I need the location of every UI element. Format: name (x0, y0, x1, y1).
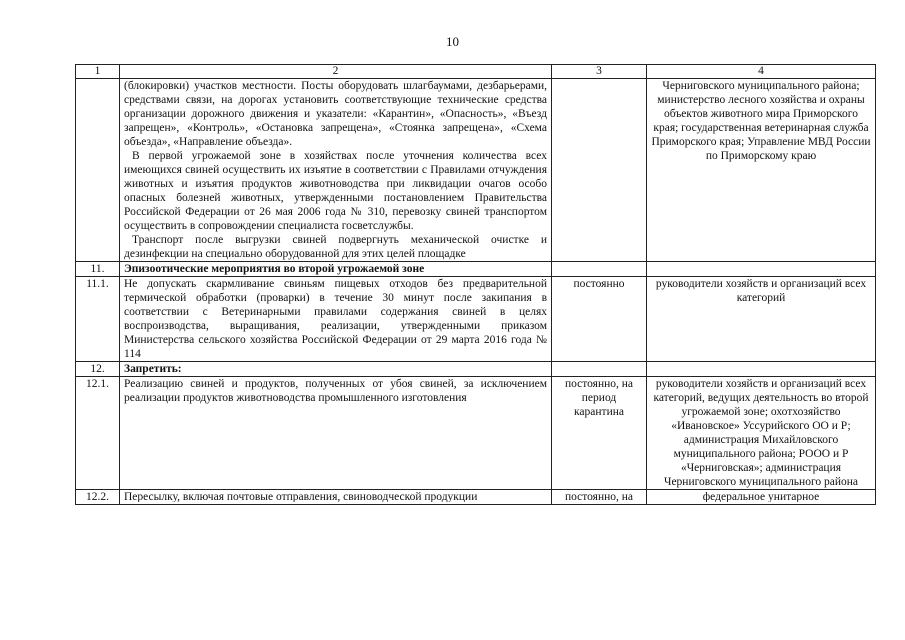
empty-cell (647, 262, 876, 277)
header-cell-1: 1 (76, 65, 120, 79)
row-number: 11. (76, 262, 120, 277)
term-cell (552, 79, 647, 262)
empty-cell (552, 262, 647, 277)
table-header-row (76, 65, 876, 79)
measure-paragraph: (блокировки) участков местности. Посты оборудовать шлагбаумами, дезбарьерами, средствами связи, на дорогах установить соответствующие технические средства организации дорожного движения и указатели: «Карантин», «Опасность», «Въезд запрещен», «Контроль», «Остановка запрещена», «Стоянка запрещена», «Схема объезда», «Направление объезда». (124, 80, 547, 148)
responsible-text-clip: федеральное унитарное (702, 491, 820, 502)
section-heading-row (76, 262, 876, 277)
header-cell-2: 2 (120, 65, 552, 79)
measure-paragraph: Транспорт после выгрузки свиней подвергнуть механической очистке и дезинфекции на специально оборудованной для этих целей площадке (124, 234, 547, 260)
table-row (76, 377, 876, 490)
term-cell: постоянно, на период карантина (552, 377, 647, 490)
table-row (76, 490, 876, 505)
measure-paragraph: В первой угрожаемой зоне в хозяйствах после уточнения количества всех имеющихся свиней осуществить их изъятие в соответствии с Правилами отчуждения животных и изъятия продуктов животноводства при ликвидации очагов особо опасных болезней животных, утвержденными постановлением Правительства Российской Федерации от 26 мая 2006 года № 310, перевозку свиней транспортом осуществить в сопровождении специалиста госветслужбы. (124, 150, 547, 232)
responsible-cell: Черниговского муниципального района; министерство лесного хозяйства и охраны объектов животного мира Приморского края; государственная ветеринарная служба Приморского края; Управление МВД России по Приморскому краю (647, 79, 876, 262)
section-heading-row (76, 362, 876, 377)
empty-cell (647, 362, 876, 377)
responsible-cell (647, 490, 876, 505)
responsible-cell: руководители хозяйств и организаций всех категорий (647, 277, 876, 362)
measure-text (120, 490, 552, 505)
header-cell-4: 4 (647, 65, 876, 79)
measure-text (120, 79, 552, 262)
row-number: 12.1. (76, 377, 120, 490)
measures-table (75, 64, 876, 505)
term-text-clip: постоянно, на (564, 491, 634, 502)
row-number: 12. (76, 362, 120, 377)
measure-text: Не допускать скармливание свиньям пищевых отходов без предварительной термической обработки (проварки) в течение 30 минут после закипания в соответствии с Ветеринарными правилами содержания свиней в целях воспроизводства, выращивания, реализации, утвержденными приказом Министерства сельского хозяйства Российской Федерации от 29 марта 2016 года № 114 (120, 277, 552, 362)
measure-text: Реализацию свиней и продуктов, полученных от убоя свиней, за исключением реализации продуктов животноводства промышленного изготовления (120, 377, 552, 490)
empty-cell (552, 362, 647, 377)
row-number: 12.2. (76, 490, 120, 505)
header-cell-3: 3 (552, 65, 647, 79)
term-cell: постоянно (552, 277, 647, 362)
page-number: 10 (446, 34, 459, 49)
table-row (76, 79, 876, 262)
row-number (76, 79, 120, 262)
table-row (76, 277, 876, 362)
term-cell (552, 490, 647, 505)
row-number: 11.1. (76, 277, 120, 362)
responsible-cell: руководители хозяйств и организаций всех категорий, ведущих деятельность во второй угрожаемой зоне; охотхозяйство «Ивановское» Уссурийского ОО и Р; администрация Михайловского муниципального района; РООО и Р «Черниговская»; администрация Черниговского муниципального района (647, 377, 876, 490)
section-heading: Эпизоотические мероприятия во второй угрожаемой зоне (120, 262, 552, 277)
measure-text-clip: Пересылку, включая почтовые отправления, свиноводческой продукции (124, 491, 478, 502)
section-heading: Запретить: (120, 362, 552, 377)
